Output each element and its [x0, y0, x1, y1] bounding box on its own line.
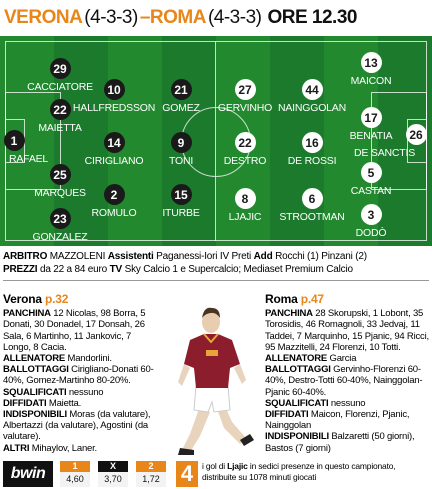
- player-name: ROMULO: [91, 207, 137, 219]
- player-name: MAICON: [350, 75, 392, 87]
- player-name: CACCIATORE: [27, 81, 93, 93]
- prices-line: [3, 264, 429, 276]
- player-number: 3: [361, 204, 382, 225]
- verona-team: Verona: [3, 292, 42, 306]
- ballottaggi-label: BALLOTTAGGI: [3, 364, 69, 376]
- verona-altri: [3, 443, 157, 454]
- player-number: 1: [4, 130, 25, 151]
- ballottaggi-label: BALLOTTAGGI: [265, 364, 331, 376]
- player-number: 5: [361, 162, 382, 183]
- player-roma: [353, 124, 432, 159]
- odd-home: [60, 461, 90, 487]
- allenatore-label: ALLENATORE: [3, 353, 66, 365]
- squalificati-value: nessuno: [68, 386, 104, 398]
- prezzi-label: PREZZI: [3, 264, 38, 275]
- player-number: 26: [406, 124, 427, 145]
- diffidati-label: DIFFIDATI: [265, 409, 309, 421]
- officials-line: [3, 251, 429, 263]
- verona-allenatore: [3, 353, 157, 364]
- home-team-name: VERONA: [4, 7, 83, 28]
- player-number: 10: [104, 79, 125, 100]
- note-name: Ljajic: [227, 461, 248, 471]
- player-number: 25: [50, 164, 71, 185]
- assistenti-value: Paganessi-Iori IV Preti: [156, 251, 252, 262]
- odd-label: 2: [136, 461, 166, 472]
- odd-value: 1,72: [136, 472, 166, 487]
- player-number: 9: [171, 132, 192, 153]
- player-roma: [326, 52, 416, 87]
- player-number: 17: [361, 107, 382, 128]
- footer: [0, 459, 432, 489]
- player-number: 29: [50, 58, 71, 79]
- player-name: HALLFREDSSON: [72, 102, 156, 114]
- allenatore-value: Mandorlini.: [67, 353, 112, 365]
- roma-squalificati: [265, 398, 429, 409]
- assistenti-label: Assistenti: [107, 251, 154, 262]
- player-name: LJAJIC: [228, 211, 262, 223]
- squalificati-label: SQUALIFICATI: [3, 386, 67, 398]
- prezzi-value: da 22 a 84 euro: [39, 264, 108, 275]
- match-header: [4, 2, 428, 34]
- player-number: 2: [104, 184, 125, 205]
- goals-count: 4: [176, 461, 198, 487]
- ballottaggi-value: Gervinho-Florenzi 60-40%, Destro-Totti 60-40%, Nainggolan-Pjanic 60-40%.: [265, 364, 423, 398]
- kickoff-time: ORE 12.30: [267, 7, 357, 28]
- roma-allenatore: [265, 353, 429, 364]
- odd-value: 3,70: [98, 472, 128, 487]
- player-name: NAINGGOLAN: [277, 102, 346, 114]
- allenatore-value: Garcia: [329, 353, 357, 365]
- player-number: 6: [302, 188, 323, 209]
- player-number: 27: [235, 79, 256, 100]
- panchina-value: 12 Nicolas, 98 Borra, 5 Donati, 30 Donadel, 17 Donsah, 26 Sala, 6 Martinho, 11 Jankovic, 7 Longo, 8 Cacia.: [3, 308, 146, 353]
- player-name: DE SANCTIS: [353, 147, 415, 159]
- indisponibili-value: Moras (da valutare), Albertazzi (da valutare), Agostini (da valutare).: [3, 409, 151, 443]
- player-name: DE ROSSI: [287, 155, 337, 167]
- odd-label: 1: [60, 461, 90, 472]
- verona-title: [3, 294, 157, 305]
- player-name: MARQUES: [34, 187, 86, 199]
- player-name: MAIETTA: [38, 122, 82, 134]
- altri-value: Mihaylov, Laner.: [31, 442, 97, 454]
- roma-ballottaggi: [265, 364, 429, 398]
- panchina-label: PANCHINA: [265, 308, 313, 320]
- note-rest: in sedici presenze in questo campionato, distribuite su 1078 minuti giocati: [202, 461, 396, 482]
- player-name: GONZALEZ: [32, 231, 88, 243]
- player-name: DESTRO: [223, 155, 267, 167]
- tv-label: TV: [109, 264, 122, 275]
- player-name: DODÒ: [355, 227, 387, 239]
- player-name: TONI: [168, 155, 194, 167]
- panchina-value: 28 Skorupski, 1 Lobont, 35 Torosidis, 46 Romagnoli, 33 Jedvaj, 11 Taddei, 7 Marquinho, 15 Pjanic, 94 Ricci, 95 Mazzitelli, 24 Florenzi, 10 Totti.: [265, 308, 429, 353]
- player-number: 22: [235, 132, 256, 153]
- divider: [3, 280, 429, 281]
- odd-away: [136, 461, 166, 487]
- roma-panchina: [265, 308, 429, 353]
- odd-value: 4,60: [60, 472, 90, 487]
- verona-squalificati: [3, 387, 157, 398]
- player-number: 22: [50, 99, 71, 120]
- away-team-name: ROMA: [149, 7, 206, 28]
- player-number: 44: [302, 79, 323, 100]
- indisponibili-label: INDISPONIBILI: [265, 431, 329, 443]
- add-value: Rocchi (1) Pinzani (2): [275, 251, 367, 262]
- ballottaggi-value: Cirigliano-Donati 60-40%, Gomez-Martinho 80-20%.: [3, 364, 154, 387]
- note-prefix: i gol di: [202, 461, 225, 471]
- player-name: GOMEZ: [162, 102, 200, 114]
- verona-page: p.32: [44, 292, 69, 306]
- tv-value: Sky Calcio 1 e Supercalcio; Mediaset Premium Calcio: [124, 264, 353, 275]
- roma-diffidati: [265, 409, 429, 431]
- player-verona: [0, 130, 59, 165]
- player-number: 21: [171, 79, 192, 100]
- verona-diffidati: [3, 398, 157, 409]
- player-number: 8: [235, 188, 256, 209]
- roma-indisponibili: [265, 431, 429, 453]
- roma-team: Roma: [265, 292, 298, 306]
- indisponibili-value: Balzaretti (50 giorni), Bastos (7 giorni): [265, 431, 415, 454]
- player-name: STROOTMAN: [279, 211, 345, 223]
- player-name: RAFAEL: [9, 153, 49, 165]
- home-formation: (4-3-3): [84, 7, 138, 28]
- player-number: 15: [171, 184, 192, 205]
- away-formation: (4-3-3): [207, 7, 262, 28]
- roma-title: [265, 294, 429, 305]
- pitch: [0, 36, 432, 246]
- player-number: 14: [104, 132, 125, 153]
- goals-note: [202, 461, 428, 483]
- verona-ballottaggi: [3, 364, 157, 386]
- player-name: GERVINHO: [217, 102, 273, 114]
- player-number: 23: [50, 208, 71, 229]
- arbitro-label: ARBITRO: [3, 251, 48, 262]
- team-dash: –: [139, 7, 150, 28]
- indisponibili-label: INDISPONIBILI: [3, 409, 67, 421]
- player-name: CIRIGLIANO: [84, 155, 144, 167]
- roma-page: p.47: [300, 292, 324, 306]
- player-name: CASTAN: [350, 185, 392, 197]
- player-photo: [160, 294, 262, 456]
- player-roma: [326, 162, 416, 197]
- verona-info: [3, 294, 157, 454]
- player-name: BENATIA: [349, 130, 393, 142]
- allenatore-label: ALLENATORE: [265, 353, 328, 365]
- altri-label: ALTRI: [3, 442, 30, 454]
- arbitro-value: MAZZOLENI: [49, 251, 106, 262]
- player-number: 13: [361, 52, 382, 73]
- verona-indisponibili: [3, 409, 157, 443]
- player-number: 16: [302, 132, 323, 153]
- diffidati-value: Maietta.: [48, 397, 82, 409]
- squalificati-value: nessuno: [330, 397, 366, 409]
- odd-label: X: [98, 461, 128, 472]
- diffidati-value: Maicon, Florenzi, Pjanic, Nainggolan: [265, 409, 410, 432]
- panchina-label: PANCHINA: [3, 308, 51, 320]
- bwin-logo: bwin: [3, 461, 53, 487]
- verona-panchina: [3, 308, 157, 353]
- diffidati-label: DIFFIDATI: [3, 397, 47, 409]
- player-roma: [326, 204, 416, 239]
- player-name: ITURBE: [162, 207, 200, 219]
- squalificati-label: SQUALIFICATI: [265, 397, 329, 409]
- odd-draw: [98, 461, 128, 487]
- roma-info: [265, 294, 429, 454]
- add-label: Add: [253, 251, 273, 262]
